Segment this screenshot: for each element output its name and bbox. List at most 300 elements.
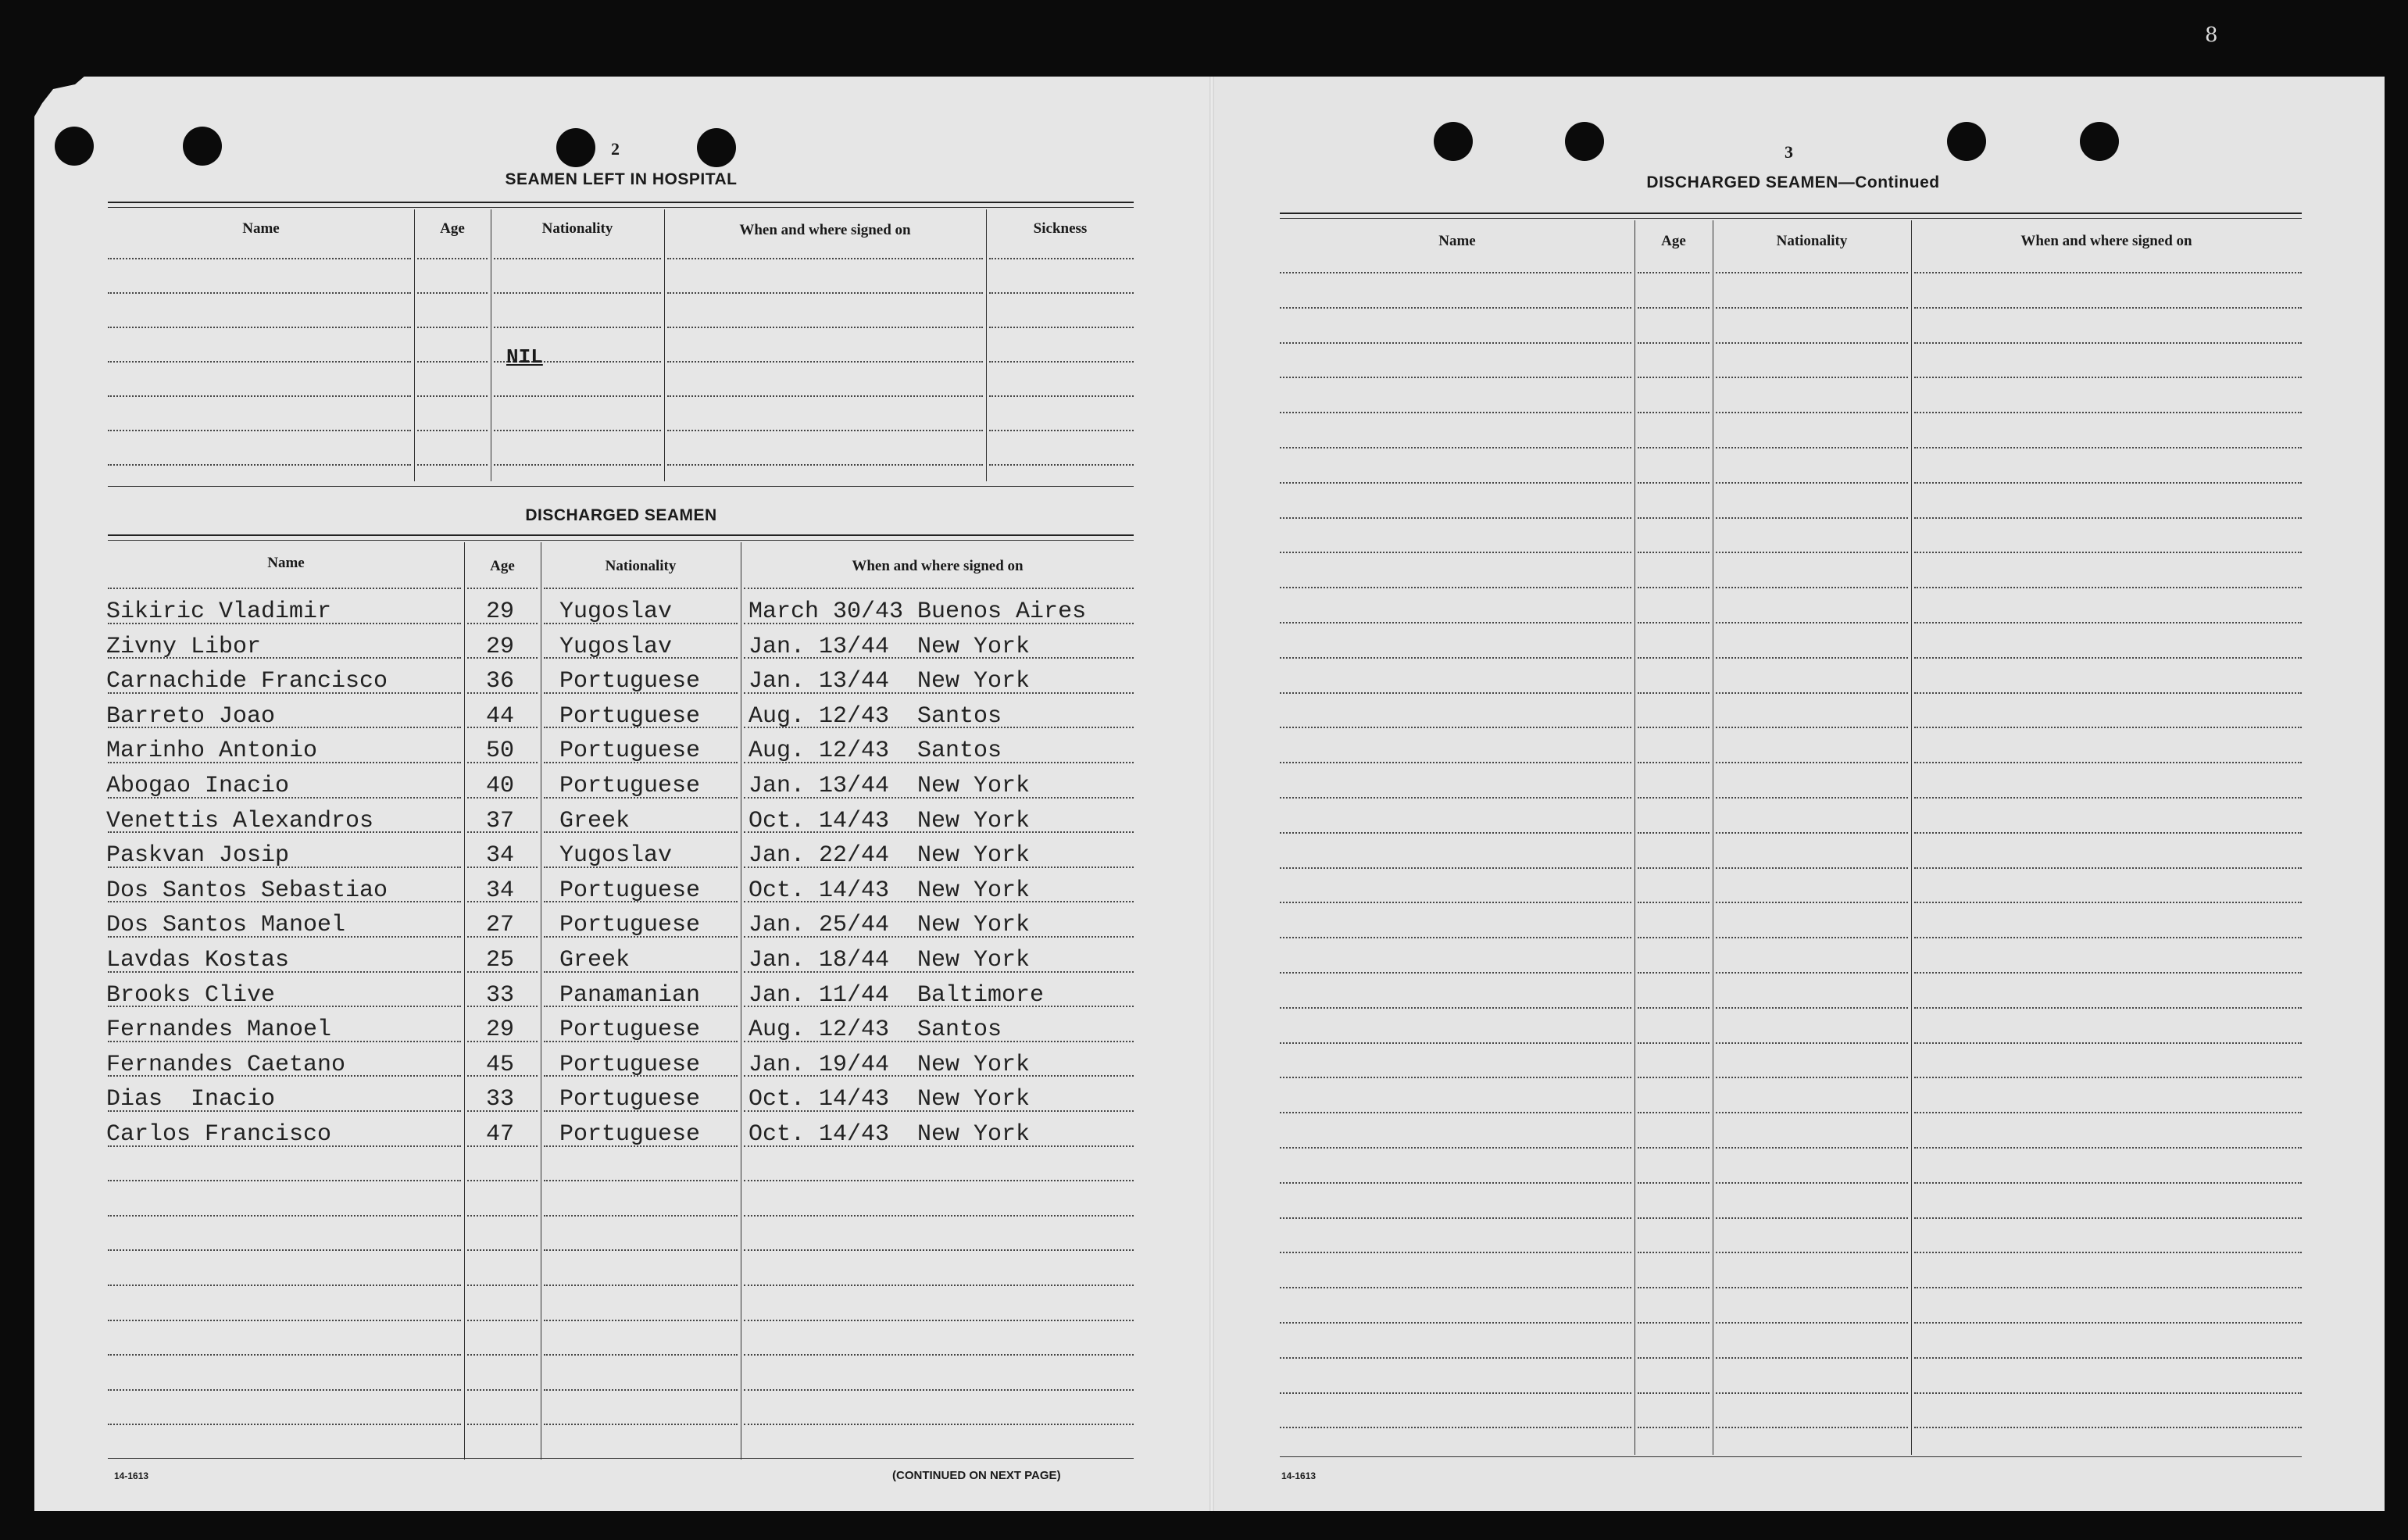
row-rule <box>1280 902 1631 903</box>
row-rule <box>1914 762 2302 763</box>
row-rule <box>467 1249 538 1251</box>
row-rule <box>1716 1357 1908 1359</box>
table-top-rule <box>1280 218 2302 219</box>
row-rule <box>1914 447 2302 448</box>
row-rule <box>1716 1182 1908 1184</box>
hospital-bottom-rule <box>108 486 1134 487</box>
row-rule <box>1638 1357 1710 1359</box>
seaman-name: Carlos Francisco <box>106 1121 332 1148</box>
row-rule <box>1716 447 1908 448</box>
row-rule <box>1914 832 2302 834</box>
row-rule <box>1716 272 1908 273</box>
row-rule <box>1638 972 1710 974</box>
row-rule <box>1280 342 1631 344</box>
row-rule <box>544 1389 738 1391</box>
row-rule <box>467 1215 538 1217</box>
row-rule <box>1914 482 2302 484</box>
row-rule <box>1914 1007 2302 1009</box>
seaman-nationality: Portuguese <box>559 703 701 730</box>
row-rule <box>1638 797 1710 799</box>
row-rule <box>1716 1287 1908 1288</box>
seaman-age: 29 <box>486 634 515 660</box>
row-rule <box>744 1180 1134 1181</box>
row-rule <box>1914 797 2302 799</box>
row-rule <box>467 1389 538 1391</box>
row-rule <box>1638 867 1710 869</box>
row-rule <box>1638 587 1710 588</box>
seaman-age: 34 <box>486 877 515 904</box>
row-rule <box>494 395 661 397</box>
seaman-age: 44 <box>486 703 515 730</box>
seaman-nationality: Portuguese <box>559 1052 701 1078</box>
seaman-nationality: Portuguese <box>559 877 701 904</box>
row-rule <box>1638 412 1710 413</box>
row-rule <box>108 1389 461 1391</box>
seaman-name: Paskvan Josip <box>106 842 290 869</box>
seaman-signed-on: Oct. 14/43 New York <box>748 877 1031 904</box>
seaman-nationality: Portuguese <box>559 1121 701 1148</box>
row-rule <box>1638 447 1710 448</box>
seaman-name: Venettis Alexandros <box>106 808 374 834</box>
row-rule <box>1280 1147 1631 1149</box>
row-rule <box>1914 272 2302 273</box>
row-rule <box>1716 1392 1908 1394</box>
row-rule <box>1716 1077 1908 1078</box>
column-divider <box>986 209 987 481</box>
column-divider <box>1911 220 1912 1455</box>
row-rule <box>544 1424 738 1425</box>
row-rule <box>1716 1217 1908 1219</box>
seaman-signed-on: March 30/43 Buenos Aires <box>748 598 1087 625</box>
row-rule <box>744 1424 1134 1425</box>
seaman-signed-on: Jan. 13/44 New York <box>748 634 1031 660</box>
col-header-signed-on: When and where signed on <box>2020 233 2192 249</box>
row-rule <box>544 1180 738 1181</box>
row-rule <box>467 1180 538 1181</box>
row-rule <box>108 327 411 328</box>
row-rule <box>1914 1287 2302 1288</box>
row-rule <box>1716 867 1908 869</box>
row-rule <box>1638 342 1710 344</box>
seaman-age: 40 <box>486 773 515 799</box>
row-rule <box>989 327 1134 328</box>
row-rule <box>744 1215 1134 1217</box>
row-rule <box>494 258 661 259</box>
row-rule <box>744 1285 1134 1286</box>
row-rule <box>108 588 461 589</box>
seaman-age: 45 <box>486 1052 515 1078</box>
row-rule <box>1638 1077 1710 1078</box>
table-top-rule <box>108 202 1134 203</box>
row-rule <box>108 395 411 397</box>
seaman-nationality: Greek <box>559 947 631 974</box>
row-rule <box>1638 1322 1710 1324</box>
punch-hole-icon <box>697 128 736 167</box>
seaman-age: 47 <box>486 1121 515 1148</box>
row-rule <box>1280 447 1631 448</box>
row-rule <box>1716 377 1908 378</box>
seaman-age: 29 <box>486 598 515 625</box>
row-rule <box>1280 587 1631 588</box>
discharged-continued-title: DISCHARGED SEAMEN—Continued <box>1646 173 1940 191</box>
table-top-rule <box>108 540 1134 541</box>
seaman-age: 27 <box>486 912 515 938</box>
row-rule <box>467 1354 538 1356</box>
row-rule <box>1280 692 1631 694</box>
row-rule <box>1280 412 1631 413</box>
row-rule <box>1716 342 1908 344</box>
discharged-section-title: DISCHARGED SEAMEN <box>525 506 717 524</box>
row-rule <box>1280 832 1631 834</box>
row-rule <box>108 1320 461 1321</box>
row-rule <box>1716 727 1908 728</box>
row-rule <box>1638 377 1710 378</box>
row-rule <box>1280 657 1631 659</box>
seaman-name: Lavdas Kostas <box>106 947 290 974</box>
row-rule <box>1914 1217 2302 1219</box>
seaman-nationality: Portuguese <box>559 1086 701 1113</box>
seaman-name: Carnachide Francisco <box>106 668 388 695</box>
seaman-name: Sikiric Vladimir <box>106 598 332 625</box>
hospital-section-title: SEAMEN LEFT IN HOSPITAL <box>505 170 738 188</box>
seaman-signed-on: Oct. 14/43 New York <box>748 808 1031 834</box>
seaman-signed-on: Jan. 22/44 New York <box>748 842 1031 869</box>
form-number: 14-1613 <box>114 1470 149 1481</box>
column-divider <box>664 209 665 481</box>
row-rule <box>108 1215 461 1217</box>
row-rule <box>1716 412 1908 413</box>
row-rule <box>1716 1007 1908 1009</box>
row-rule <box>1914 622 2302 624</box>
row-rule <box>417 258 488 259</box>
row-rule <box>1716 1112 1908 1113</box>
seaman-nationality: Panamanian <box>559 982 701 1009</box>
seaman-signed-on: Jan. 25/44 New York <box>748 912 1031 938</box>
row-rule <box>1716 902 1908 903</box>
row-rule <box>1638 622 1710 624</box>
row-rule <box>1638 1392 1710 1394</box>
col-header-signed-on: When and where signed on <box>852 558 1024 574</box>
table-bottom-rule <box>1280 1456 2302 1457</box>
row-rule <box>1716 587 1908 588</box>
row-rule <box>1716 657 1908 659</box>
seaman-name: Fernandes Manoel <box>106 1017 332 1043</box>
row-rule <box>1638 1007 1710 1009</box>
row-rule <box>989 361 1134 363</box>
row-rule <box>1716 517 1908 519</box>
row-rule <box>467 588 538 589</box>
row-rule <box>544 1215 738 1217</box>
row-rule <box>1716 1252 1908 1253</box>
row-rule <box>1914 1112 2302 1113</box>
row-rule <box>667 258 983 259</box>
row-rule <box>667 327 983 328</box>
seaman-name: Dias Inacio <box>106 1086 276 1113</box>
seaman-nationality: Portuguese <box>559 1017 701 1043</box>
row-rule <box>744 1389 1134 1391</box>
row-rule <box>1914 692 2302 694</box>
col-header-nationality: Nationality <box>541 220 613 237</box>
row-rule <box>1716 1042 1908 1044</box>
row-rule <box>1280 622 1631 624</box>
row-rule <box>1716 937 1908 938</box>
row-rule <box>1914 1322 2302 1324</box>
row-rule <box>1716 972 1908 974</box>
table-top-rule <box>1280 213 2302 214</box>
seaman-signed-on: Jan. 18/44 New York <box>748 947 1031 974</box>
row-rule <box>1280 1252 1631 1253</box>
row-rule <box>1280 1322 1631 1324</box>
row-rule <box>1914 1357 2302 1359</box>
row-rule <box>544 1320 738 1321</box>
row-rule <box>744 1354 1134 1356</box>
row-rule <box>108 1424 461 1425</box>
row-rule <box>417 430 488 431</box>
row-rule <box>417 327 488 328</box>
row-rule <box>1280 1042 1631 1044</box>
row-rule <box>1638 1112 1710 1113</box>
page-number: 3 <box>1785 142 1793 162</box>
row-rule <box>1716 762 1908 763</box>
row-rule <box>1914 307 2302 309</box>
row-rule <box>1638 1147 1710 1149</box>
row-rule <box>1914 1042 2302 1044</box>
row-rule <box>1716 832 1908 834</box>
row-rule <box>544 1285 738 1286</box>
seaman-name: Dos Santos Sebastiao <box>106 877 388 904</box>
seaman-age: 37 <box>486 808 515 834</box>
row-rule <box>108 1249 461 1251</box>
row-rule <box>108 292 411 294</box>
row-rule <box>1280 1357 1631 1359</box>
row-rule <box>1914 727 2302 728</box>
seaman-age: 29 <box>486 1017 515 1043</box>
row-rule <box>1638 727 1710 728</box>
punch-hole-icon <box>556 128 595 167</box>
seaman-name: Brooks Clive <box>106 982 276 1009</box>
row-rule <box>667 464 983 466</box>
row-rule <box>1914 867 2302 869</box>
seaman-name: Marinho Antonio <box>106 738 318 764</box>
row-rule <box>108 430 411 431</box>
seaman-age: 33 <box>486 1086 515 1113</box>
row-rule <box>544 1354 738 1356</box>
row-rule <box>1914 587 2302 588</box>
seaman-age: 36 <box>486 668 515 695</box>
row-rule <box>1280 552 1631 553</box>
form-number: 14-1613 <box>1281 1470 1317 1481</box>
seaman-age: 33 <box>486 982 515 1009</box>
row-rule <box>1638 307 1710 309</box>
row-rule <box>1716 692 1908 694</box>
seaman-signed-on: Jan. 11/44 Baltimore <box>748 982 1045 1009</box>
row-rule <box>1914 1392 2302 1394</box>
row-rule <box>1914 972 2302 974</box>
column-divider <box>414 209 415 481</box>
row-rule <box>494 327 661 328</box>
seaman-signed-on: Jan. 19/44 New York <box>748 1052 1031 1078</box>
row-rule <box>544 588 738 589</box>
punch-hole-icon <box>2080 122 2119 161</box>
row-rule <box>1280 272 1631 273</box>
row-rule <box>1914 1427 2302 1428</box>
seaman-signed-on: Jan. 13/44 New York <box>748 668 1031 695</box>
row-rule <box>494 464 661 466</box>
row-rule <box>667 361 983 363</box>
row-rule <box>467 1424 538 1425</box>
row-rule <box>1638 272 1710 273</box>
col-header-name: Name <box>1438 233 1476 249</box>
row-rule <box>417 395 488 397</box>
row-rule <box>1638 1427 1710 1428</box>
row-rule <box>1280 1112 1631 1113</box>
row-rule <box>1716 1427 1908 1428</box>
row-rule <box>1280 867 1631 869</box>
row-rule <box>1638 692 1710 694</box>
row-rule <box>417 292 488 294</box>
row-rule <box>1914 342 2302 344</box>
table-top-rule <box>108 207 1134 208</box>
row-rule <box>494 430 661 431</box>
seaman-nationality: Greek <box>559 808 631 834</box>
row-rule <box>989 464 1134 466</box>
row-rule <box>1280 1182 1631 1184</box>
page-number: 2 <box>611 139 620 159</box>
row-rule <box>1280 762 1631 763</box>
seaman-signed-on: Aug. 12/43 Santos <box>748 738 1002 764</box>
row-rule <box>1280 307 1631 309</box>
row-rule <box>1914 902 2302 903</box>
row-rule <box>667 292 983 294</box>
row-rule <box>1914 412 2302 413</box>
row-rule <box>1914 377 2302 378</box>
row-rule <box>108 361 411 363</box>
row-rule <box>989 395 1134 397</box>
seaman-age: 50 <box>486 738 515 764</box>
seaman-nationality: Portuguese <box>559 668 701 695</box>
seaman-age: 34 <box>486 842 515 869</box>
row-rule <box>989 292 1134 294</box>
col-header-age: Age <box>440 220 465 237</box>
row-rule <box>1638 1287 1710 1288</box>
column-divider <box>464 542 465 1460</box>
seaman-nationality: Yugoslav <box>559 842 673 869</box>
row-rule <box>1914 1252 2302 1253</box>
punch-hole-icon <box>183 127 222 166</box>
seaman-nationality: Portuguese <box>559 738 701 764</box>
col-header-age: Age <box>1661 233 1686 249</box>
punch-hole-icon <box>1947 122 1986 161</box>
row-rule <box>1716 797 1908 799</box>
row-rule <box>1716 482 1908 484</box>
row-rule <box>417 464 488 466</box>
seaman-nationality: Yugoslav <box>559 634 673 660</box>
seaman-name: Fernandes Caetano <box>106 1052 346 1078</box>
seaman-signed-on: Oct. 14/43 New York <box>748 1086 1031 1113</box>
row-rule <box>467 1320 538 1321</box>
row-rule <box>1280 1427 1631 1428</box>
col-header-signed-on: When and where signed on <box>739 222 911 238</box>
row-rule <box>1280 1392 1631 1394</box>
row-rule <box>1638 482 1710 484</box>
col-header-sickness: Sickness <box>1033 220 1088 237</box>
seaman-name: Abogao Inacio <box>106 773 290 799</box>
seaman-name: Dos Santos Manoel <box>106 912 346 938</box>
page-fold <box>1209 77 1214 1511</box>
row-rule <box>1914 1147 2302 1149</box>
seaman-nationality: Portuguese <box>559 912 701 938</box>
row-rule <box>1914 1182 2302 1184</box>
row-rule <box>1280 1077 1631 1078</box>
row-rule <box>744 1320 1134 1321</box>
row-rule <box>417 361 488 363</box>
row-rule <box>1638 1252 1710 1253</box>
row-rule <box>1280 517 1631 519</box>
col-header-nationality: Nationality <box>605 558 677 574</box>
row-rule <box>1280 1217 1631 1219</box>
row-rule <box>667 395 983 397</box>
row-rule <box>1716 1147 1908 1149</box>
row-rule <box>1280 937 1631 938</box>
row-rule <box>989 430 1134 431</box>
row-rule <box>108 1354 461 1356</box>
row-rule <box>1280 1007 1631 1009</box>
row-rule <box>1638 1042 1710 1044</box>
row-rule <box>1716 552 1908 553</box>
seaman-nationality: Yugoslav <box>559 598 673 625</box>
row-rule <box>1280 377 1631 378</box>
row-rule <box>1716 307 1908 309</box>
row-rule <box>744 1249 1134 1251</box>
row-rule <box>108 1285 461 1286</box>
corner-mark: 8 <box>2205 23 2218 47</box>
row-rule <box>1716 622 1908 624</box>
row-rule <box>1280 972 1631 974</box>
row-rule <box>1638 657 1710 659</box>
right-page <box>1213 77 2385 1511</box>
row-rule <box>1638 552 1710 553</box>
row-rule <box>1638 937 1710 938</box>
row-rule <box>744 588 1134 589</box>
col-header-nationality: Nationality <box>1776 233 1848 249</box>
row-rule <box>1716 1322 1908 1324</box>
row-rule <box>1280 482 1631 484</box>
table-bottom-rule <box>108 1458 1134 1459</box>
seaman-name: Barreto Joao <box>106 703 276 730</box>
row-rule <box>1914 552 2302 553</box>
row-rule <box>108 1180 461 1181</box>
col-header-age: Age <box>490 558 515 574</box>
seaman-signed-on: Aug. 12/43 Santos <box>748 1017 1002 1043</box>
row-rule <box>108 464 411 466</box>
continued-note: (CONTINUED ON NEXT PAGE) <box>892 1469 1061 1482</box>
seaman-age: 25 <box>486 947 515 974</box>
row-rule <box>1914 1077 2302 1078</box>
punch-hole-icon <box>55 127 94 166</box>
row-rule <box>1914 937 2302 938</box>
seaman-signed-on: Oct. 14/43 New York <box>748 1121 1031 1148</box>
row-rule <box>1280 727 1631 728</box>
row-rule <box>667 430 983 431</box>
seaman-nationality: Portuguese <box>559 773 701 799</box>
row-rule <box>1638 762 1710 763</box>
row-rule <box>1914 517 2302 519</box>
row-rule <box>467 1285 538 1286</box>
seaman-name: Zivny Libor <box>106 634 262 660</box>
row-rule <box>1638 517 1710 519</box>
row-rule <box>989 258 1134 259</box>
row-rule <box>1638 832 1710 834</box>
